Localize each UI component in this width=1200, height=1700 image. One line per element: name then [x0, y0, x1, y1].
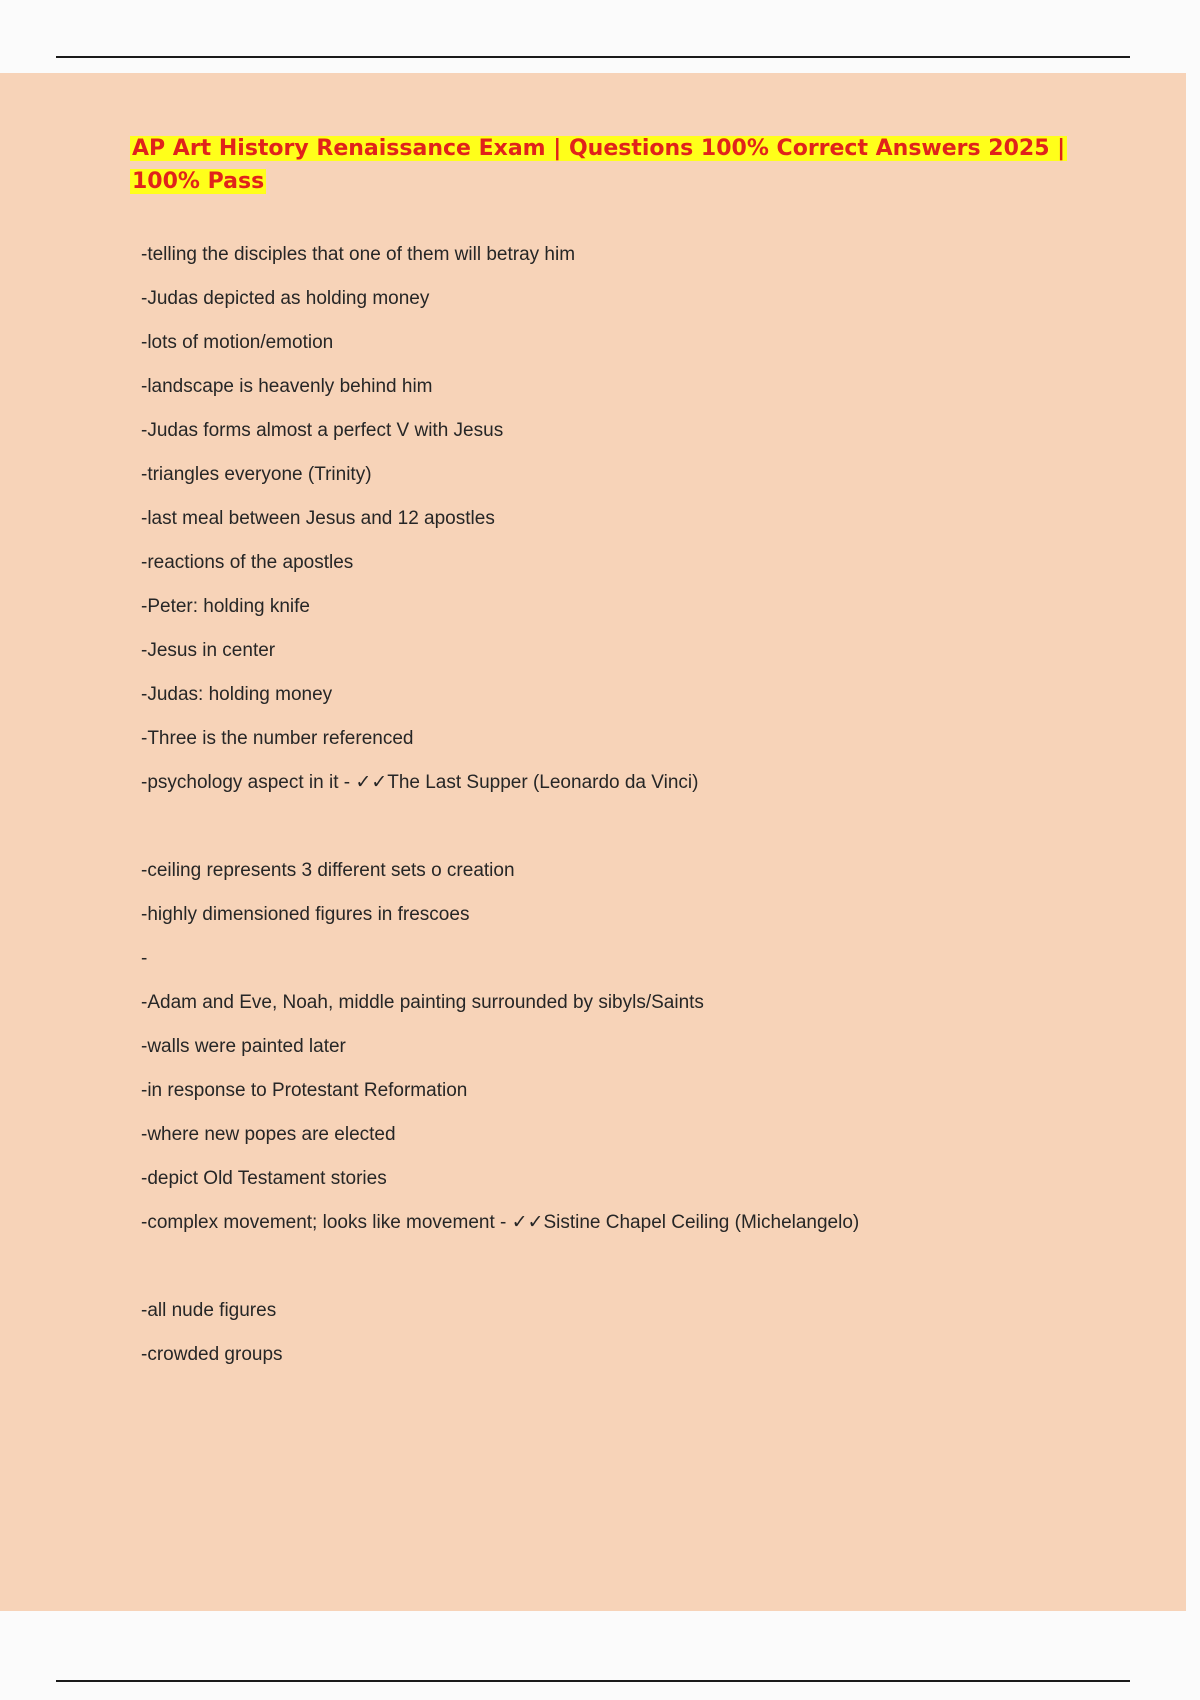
- note-line: -Peter: holding knife: [141, 596, 310, 617]
- footer-rule: [56, 1680, 1130, 1682]
- answer-line: -psychology aspect in it - ✓✓The Last Supper (Leonardo da Vinci): [141, 772, 699, 793]
- notes-block-sistine-chapel: [141, 849, 1101, 1245]
- notes-block-third: [141, 1289, 1101, 1377]
- note-line: -highly dimensioned figures in frescoes: [141, 904, 470, 925]
- note-line: -reactions of the apostles: [141, 552, 354, 573]
- note-line: -landscape is heavenly behind him: [141, 376, 433, 397]
- note-line: -Jesus in center: [141, 640, 276, 661]
- note-line: -where new popes are elected: [141, 1124, 396, 1145]
- note-line: -Judas: holding money: [141, 684, 333, 705]
- note-line: -triangles everyone (Trinity): [141, 464, 372, 485]
- note-line: -last meal between Jesus and 12 apostles: [141, 508, 495, 529]
- note-line: -Judas depicted as holding money: [141, 288, 430, 309]
- header-rule: [56, 56, 1130, 58]
- note-line: -crowded groups: [141, 1344, 283, 1365]
- note-line: -Three is the number referenced: [141, 728, 414, 749]
- note-line: -all nude figures: [141, 1300, 277, 1321]
- note-line: -ceiling represents 3 different sets o creation: [141, 860, 515, 881]
- document-title-text: AP Art History Renaissance Exam | Questions 100% Correct Answers 2025 | 100% Pass: [132, 136, 1066, 194]
- note-line: -in response to Protestant Reformation: [141, 1080, 468, 1101]
- note-line: -: [141, 948, 148, 969]
- notes-block-last-supper: [141, 233, 1101, 805]
- document-title: [130, 132, 1070, 198]
- note-line: -walls were painted later: [141, 1036, 346, 1057]
- study-notes: [141, 233, 1101, 1377]
- note-line: -Adam and Eve, Noah, middle painting surrounded by sibyls/Saints: [141, 992, 704, 1013]
- block-spacer: [141, 805, 1101, 849]
- note-line: -Judas forms almost a perfect V with Jesus: [141, 420, 504, 441]
- note-line: -lots of motion/emotion: [141, 332, 334, 353]
- note-line: -telling the disciples that one of them will betray him: [141, 244, 576, 265]
- answer-line: -complex movement; looks like movement - ✓✓Sistine Chapel Ceiling (Michelangelo): [141, 1212, 860, 1233]
- block-spacer: [141, 1245, 1101, 1289]
- note-line: -depict Old Testament stories: [141, 1168, 387, 1189]
